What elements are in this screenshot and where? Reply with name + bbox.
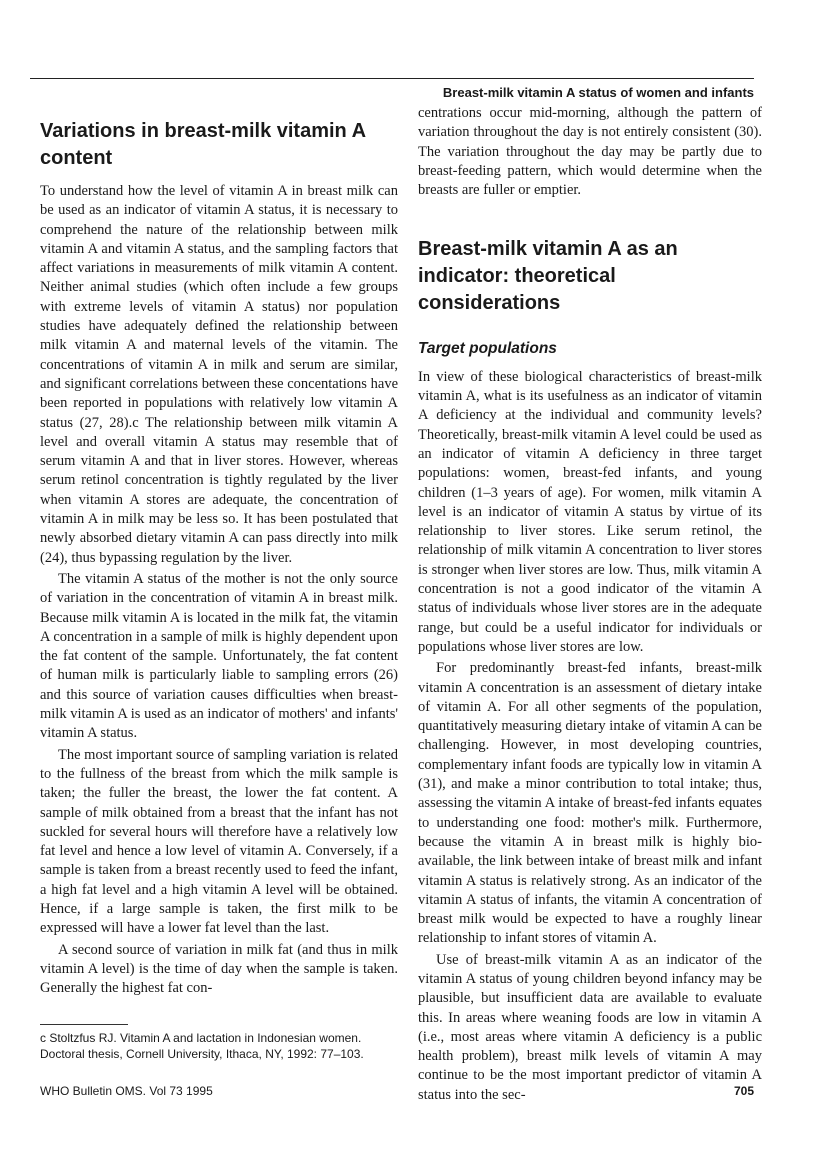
section-heading-variations: Variations in breast-milk vitamin A content — [40, 120, 366, 169]
section-heading-indicator: Breast-milk vitamin A as an indicator: theoretical considerations — [418, 238, 678, 315]
left-column — [40, 118, 398, 998]
paragraph: For predominantly breast-fed infants, breast-milk vitamin A concentration is an assessment of dietary intake of vitamin A. For all other segments of the population, quantitatively measuring dietary intake of vitamin A can be challenging. However, in most developing countries, complementary infant foods are typically low in vitamin A (31), and make a minor contribution to total intake; thus, assessing the vitamin A intake of breast-fed infants equates to understanding one food: mother's milk. Furthermore, because the vitamin A in breast milk is highly bio-available, the link between intake of breast milk and infant vitamin A status is relatively strong. As an indicator of the vitamin A status of infants, the vitamin A concentration of breast milk would be expected to have a roughly linear relationship to infant stores of vitamin A. — [418, 660, 762, 947]
paragraph: To understand how the level of vitamin A in breast milk can be used as an indicator of vitamin A status, it is necessary to comprehend the nature of the relationship between milk vitamin A and vitamin A status, and the sampling factors that affect variations in measurements of milk vitamin A content. Neither animal studies (which often include a few groups with extreme levels of vitamin A status) nor population studies have adequately defined the relationship between milk vitamin A and maternal levels of the vitamin. The concentrations of vitamin A in milk and serum are similar, and significant correlations between these concentations have been reported in populations with relatively low vitamin A status (27, 28).c The relationship between milk vitamin A level and overall vitamin A status may resemble that of serum vitamin A and that in liver stores. However, whereas serum retinol concentration is tightly regulated by the liver when vitamin A stores are adequate, the concentration of vitamin A in milk may be less so. It has been postulated that newly absorbed dietary vitamin A can pass directly into milk (24), thus bypassing regulation by the liver. — [40, 183, 398, 566]
paragraph: The vitamin A status of the mother is not the only source of variation in the concentration of vitamin A in breast milk. Because milk vitamin A is located in the milk fat, the vitamin A concentration in a sample of milk is highly dependent upon the fat content of the sample. Unfortunately, the fat content of human milk is particularly liable to sampling errors (26) and this source of variation causes difficulties when breast-milk vitamin A is used as an indicator of mothers' and infants' vitamin A status. — [40, 570, 398, 742]
footnote-rule — [40, 1024, 128, 1025]
running-head: Breast-milk vitamin A status of women and infants — [442, 85, 754, 100]
journal-citation: WHO Bulletin OMS. Vol 73 1995 — [40, 1084, 213, 1098]
paragraph-continuation: centrations occur mid-morning, although the pattern of variation throughout the day is not entirely consistent (30). The variation throughout the day may be partly due to breast-feeding pattern, which would determine when the breasts are fuller or emptier. — [418, 105, 762, 199]
header-rule — [30, 78, 754, 79]
subheading-target-populations: Target populations — [418, 340, 557, 358]
page-number: 705 — [733, 1084, 754, 1098]
paragraph: In view of these biological characteristics of breast-milk vitamin A, what is its usefulness as an indicator of vitamin A deficiency at the individual and community levels? Theoretically, breast-milk vitamin A level could be used as an indicator of vitamin A deficiency in three target populations: women, breast-fed infants, and young children (1–3 years of age). For women, milk vitamin A level is an indicator of vitamin A status by virtue of its relationship to liver stores. Like serum retinol, the relationship of milk vitamin A concentration to liver stores is stronger when liver stores are low. Thus, milk vitamin A concentration is not a good indicator of the vitamin A status of individuals whose liver stores are in the adequate range, but could be a useful indicator for individuals or populations whose liver stores are low. — [418, 368, 762, 655]
footnote: c Stoltzfus RJ. Vitamin A and lactation in Indonesian women. Doctoral thesis, Cornell University, Ithaca, NY, 1992: 77–103. — [40, 1031, 364, 1061]
paragraph: A second source of variation in milk fat (and thus in milk vitamin A level) is the time of day when the sample is taken. Generally the highest fat con- — [40, 941, 398, 997]
right-column — [418, 104, 762, 1105]
paragraph: The most important source of sampling variation is related to the fullness of the breast from which the milk sample is taken; the fuller the breast, the lower the fat content. A sample of milk obtained from a breast that the infant has not suckled for several hours will therefore have a relatively low fat level and hence a low level of vitamin A. Conversely, if a sample is taken from a breast recently used to feed the infant, a high fat level and a high vitamin A level will be obtained. Hence, if a large sample is taken, the first milk to be expressed will have a lower fat level than the last. — [40, 746, 398, 937]
paragraph: Use of breast-milk vitamin A as an indicator of the vitamin A status of young children beyond infancy may be plausible, but insufficient data are available to evaluate this. In areas where weaning foods are low in vitamin A (i.e., most areas where vitamin A deficiency is a public health problem), breast milk levels of vitamin A may continue to be the most important predictor of vitamin A status into the sec- — [418, 951, 762, 1103]
